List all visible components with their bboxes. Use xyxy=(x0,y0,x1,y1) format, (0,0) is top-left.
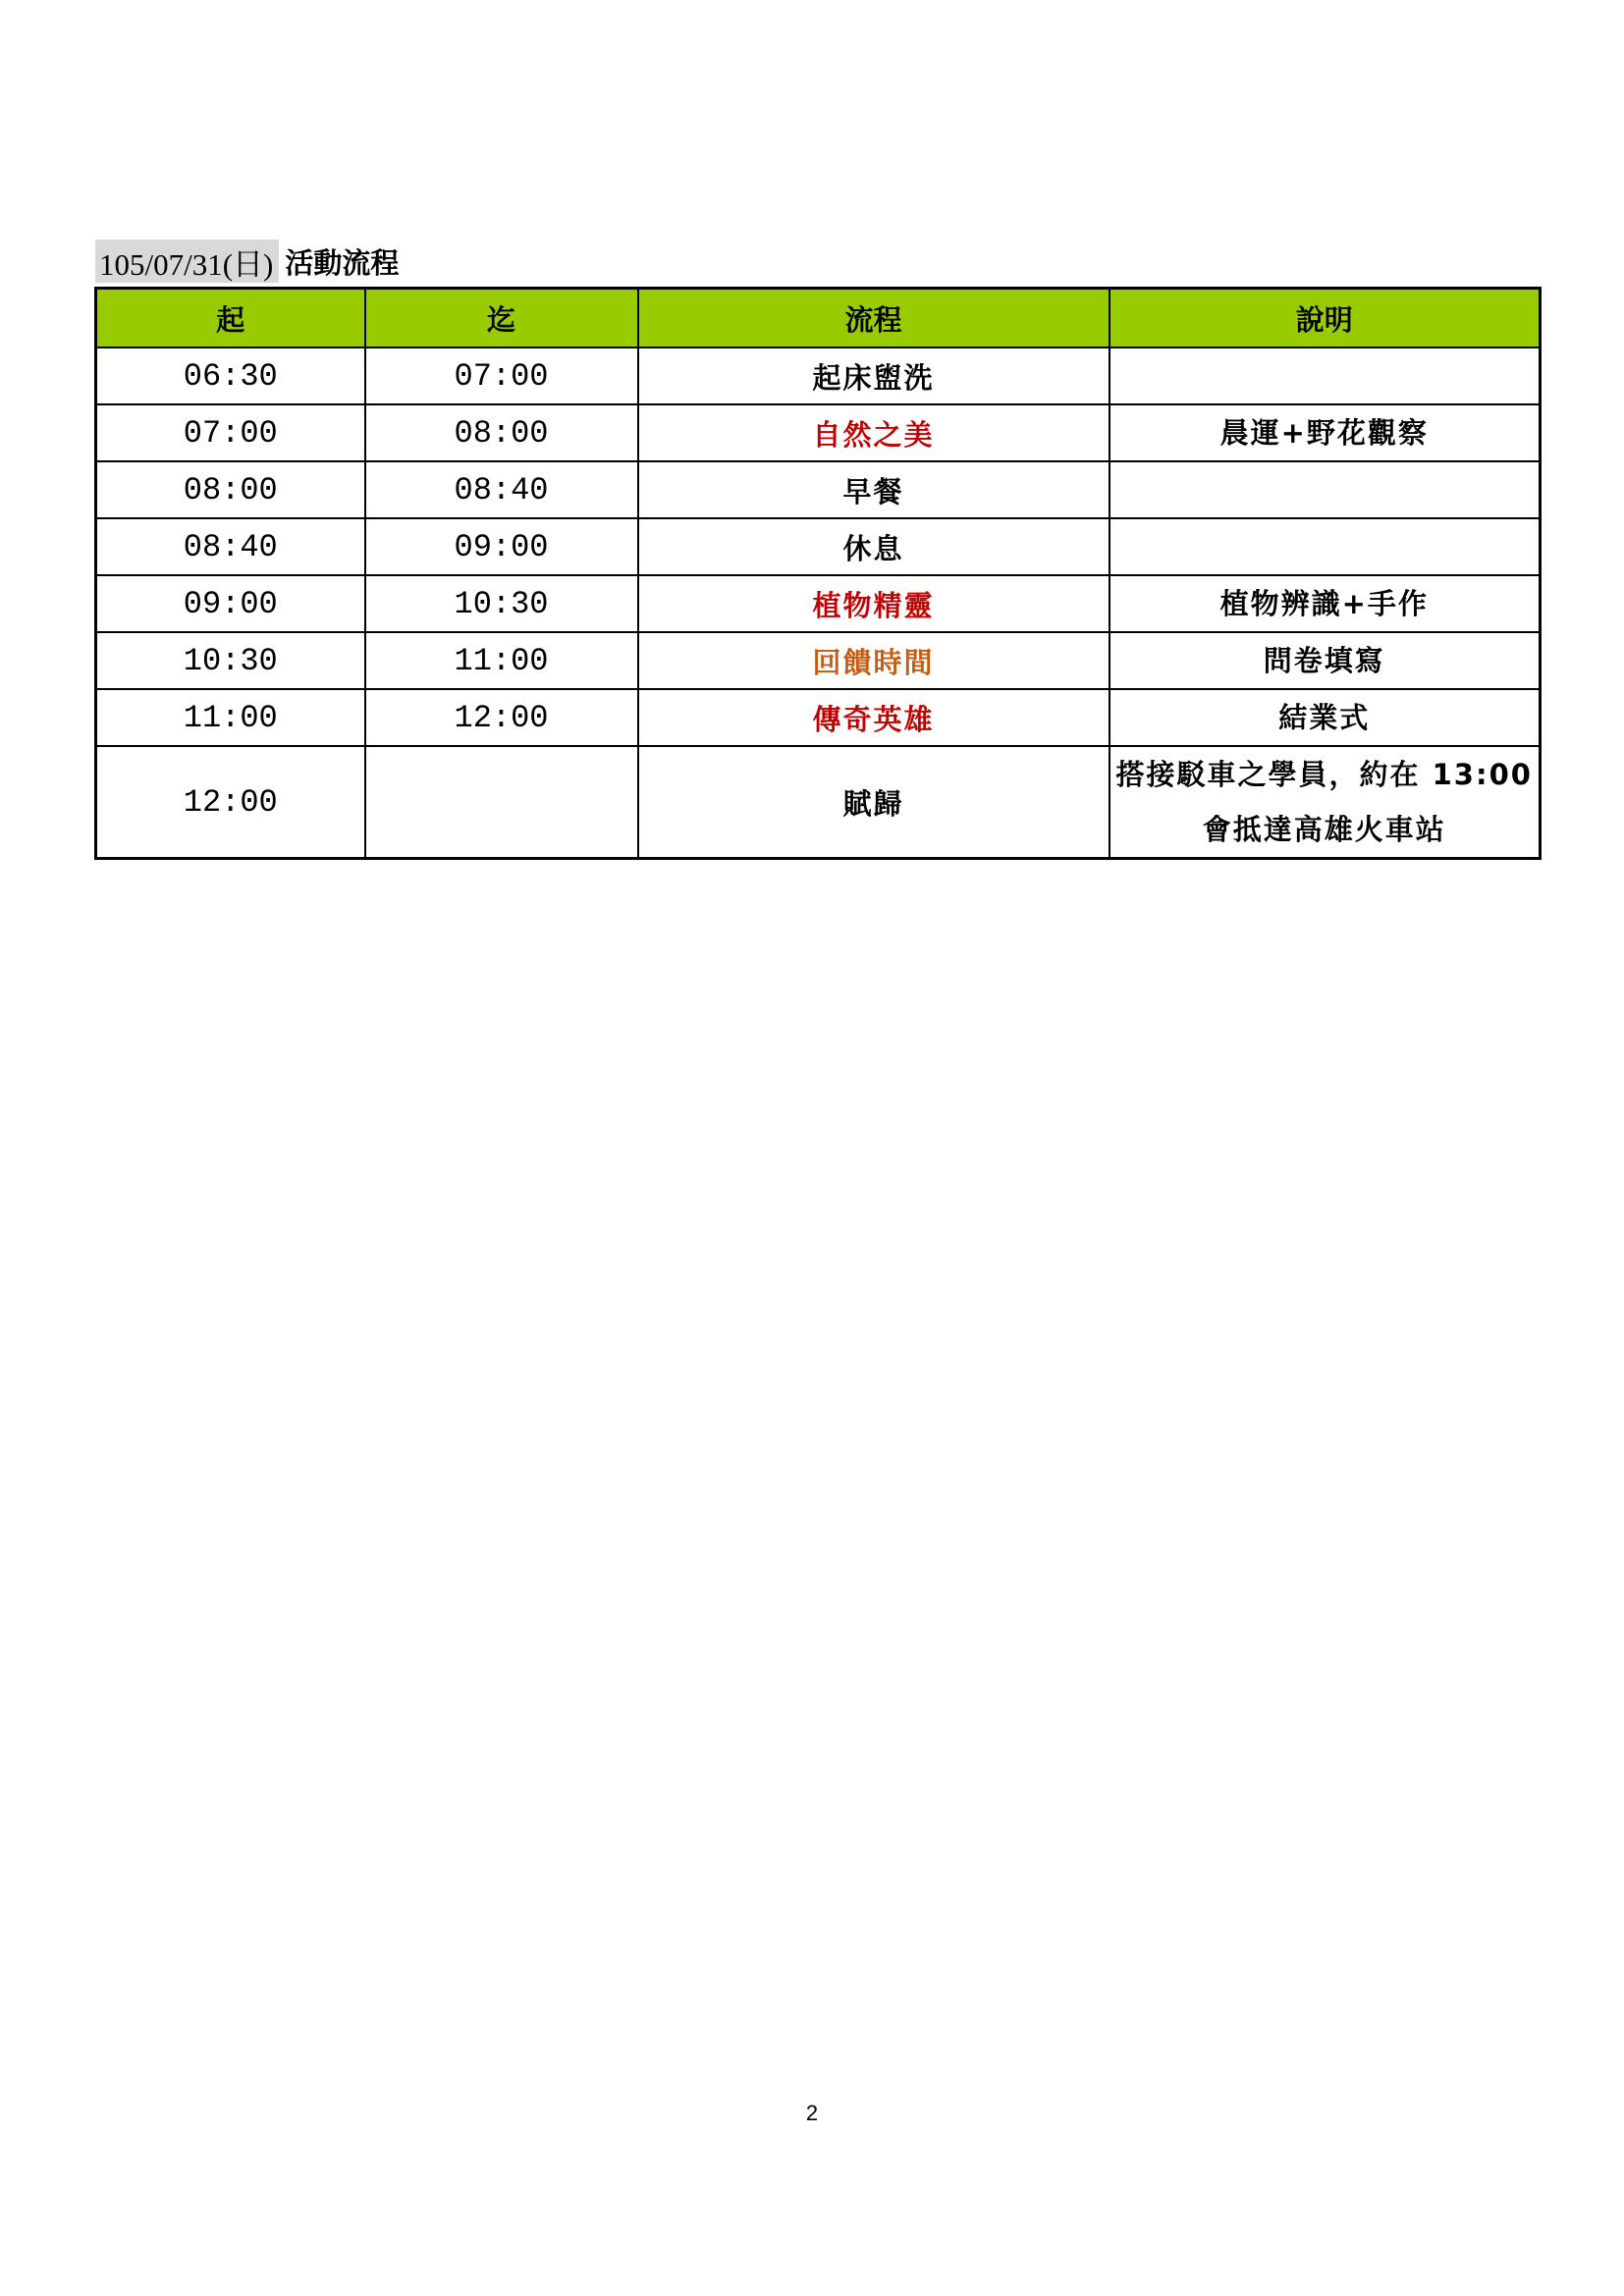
end-time-cell: 12:00 xyxy=(365,689,638,746)
table-header-row xyxy=(96,289,1541,348)
activity-cell: 自然之美 xyxy=(638,404,1110,461)
table-row xyxy=(96,404,1541,461)
end-time-cell: 07:00 xyxy=(365,347,638,404)
end-time-cell: 09:00 xyxy=(365,518,638,575)
table-row xyxy=(96,461,1541,518)
note-cell: 問卷填寫 xyxy=(1110,632,1541,689)
table-row xyxy=(96,575,1541,632)
start-time-cell: 06:30 xyxy=(96,347,365,404)
column-header-activity: 流程 xyxy=(638,289,1110,348)
note-cell: 晨運+野花觀察 xyxy=(1110,404,1541,461)
start-time-cell: 12:00 xyxy=(96,746,365,859)
note-cell xyxy=(1110,518,1541,575)
start-time-cell: 08:00 xyxy=(96,461,365,518)
end-time-cell: 08:40 xyxy=(365,461,638,518)
activity-cell: 回饋時間 xyxy=(638,632,1110,689)
note-cell xyxy=(1110,746,1541,859)
activity-cell: 起床盥洗 xyxy=(638,347,1110,404)
column-header-end: 迄 xyxy=(365,289,638,348)
activity-cell: 賦歸 xyxy=(638,746,1110,859)
table-row xyxy=(96,746,1541,859)
note-line: 會抵達高雄火車站 xyxy=(1202,813,1446,846)
activity-cell: 休息 xyxy=(638,518,1110,575)
end-time-cell: 10:30 xyxy=(365,575,638,632)
schedule-body xyxy=(96,347,1541,859)
start-time-cell: 09:00 xyxy=(96,575,365,632)
column-header-note: 說明 xyxy=(1110,289,1541,348)
schedule-date: 105/07/31(日) xyxy=(95,240,279,283)
table-row xyxy=(96,632,1541,689)
note-cell: 植物辨識+手作 xyxy=(1110,575,1541,632)
schedule-heading xyxy=(95,240,399,283)
table-row xyxy=(96,518,1541,575)
table-row xyxy=(96,689,1541,746)
activity-cell: 早餐 xyxy=(638,461,1110,518)
end-time-cell: 08:00 xyxy=(365,404,638,461)
page-number: 2 xyxy=(805,2101,819,2125)
note-line: 搭接駁車之學員，約在 13:00 xyxy=(1115,758,1533,791)
start-time-cell: 11:00 xyxy=(96,689,365,746)
activity-cell: 傳奇英雄 xyxy=(638,689,1110,746)
note-cell xyxy=(1110,461,1541,518)
note-cell xyxy=(1110,347,1541,404)
note-cell: 結業式 xyxy=(1110,689,1541,746)
column-header-start: 起 xyxy=(96,289,365,348)
start-time-cell: 08:40 xyxy=(96,518,365,575)
schedule-title: 活動流程 xyxy=(285,245,400,280)
end-time-cell: 11:00 xyxy=(365,632,638,689)
start-time-cell: 10:30 xyxy=(96,632,365,689)
activity-cell: 植物精靈 xyxy=(638,575,1110,632)
schedule-table xyxy=(94,287,1542,860)
end-time-cell xyxy=(365,746,638,859)
table-row xyxy=(96,347,1541,404)
start-time-cell: 07:00 xyxy=(96,404,365,461)
